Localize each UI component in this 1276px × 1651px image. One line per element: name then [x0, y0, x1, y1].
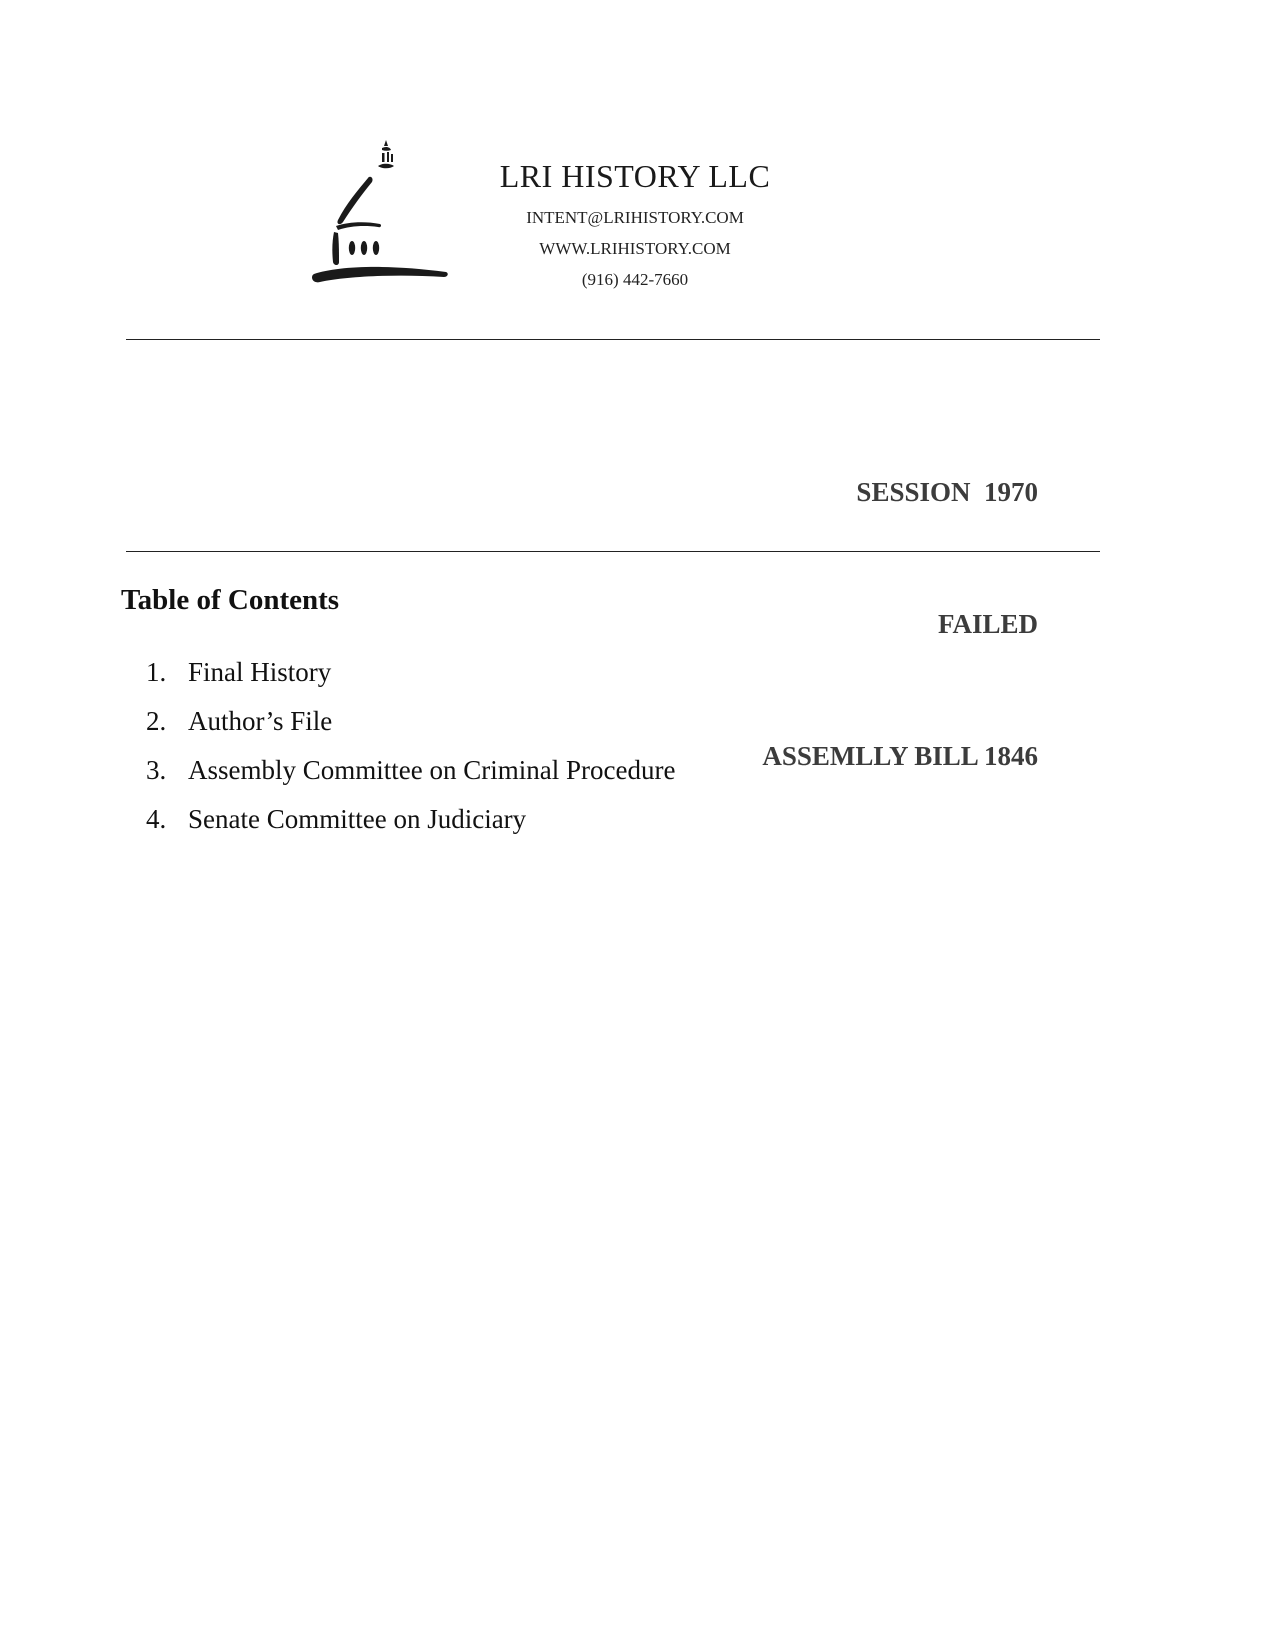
company-email[interactable]: INTENT@LRIHISTORY.COM [526, 208, 744, 227]
toc-item-label: Assembly Committee on Criminal Procedure [188, 755, 676, 785]
toc-item-number: 4. [146, 804, 167, 834]
capitol-dome-icon [308, 138, 450, 294]
toc-item-number: 3. [146, 755, 167, 785]
company-info [440, 156, 830, 295]
bill-status: FAILED [937, 609, 1038, 639]
toc-item-label: Senate Committee on Judiciary [188, 804, 527, 834]
bill-info [762, 382, 1038, 822]
toc-list [146, 648, 675, 844]
company-website[interactable]: WWW.LRIHISTORY.COM [539, 239, 731, 258]
bottom-divider [126, 551, 1100, 552]
toc-item-number: 1. [146, 657, 167, 687]
toc-item[interactable] [146, 697, 675, 746]
toc-item-label: Author’s File [188, 706, 333, 736]
company-name: LRI HISTORY LLC [499, 158, 771, 194]
company-phone: (916) 442-7660 [581, 270, 689, 289]
toc-item[interactable] [146, 648, 675, 697]
toc-item[interactable] [146, 746, 675, 795]
toc-item[interactable] [146, 795, 675, 844]
toc-title: Table of Contents [121, 584, 340, 616]
toc-item-label: Final History [188, 657, 332, 687]
bill-session: SESSION 1970 [856, 477, 1038, 507]
top-divider [126, 339, 1100, 340]
toc-item-number: 2. [146, 706, 167, 736]
bill-name: ASSEMLLY BILL 1846 [762, 741, 1038, 771]
